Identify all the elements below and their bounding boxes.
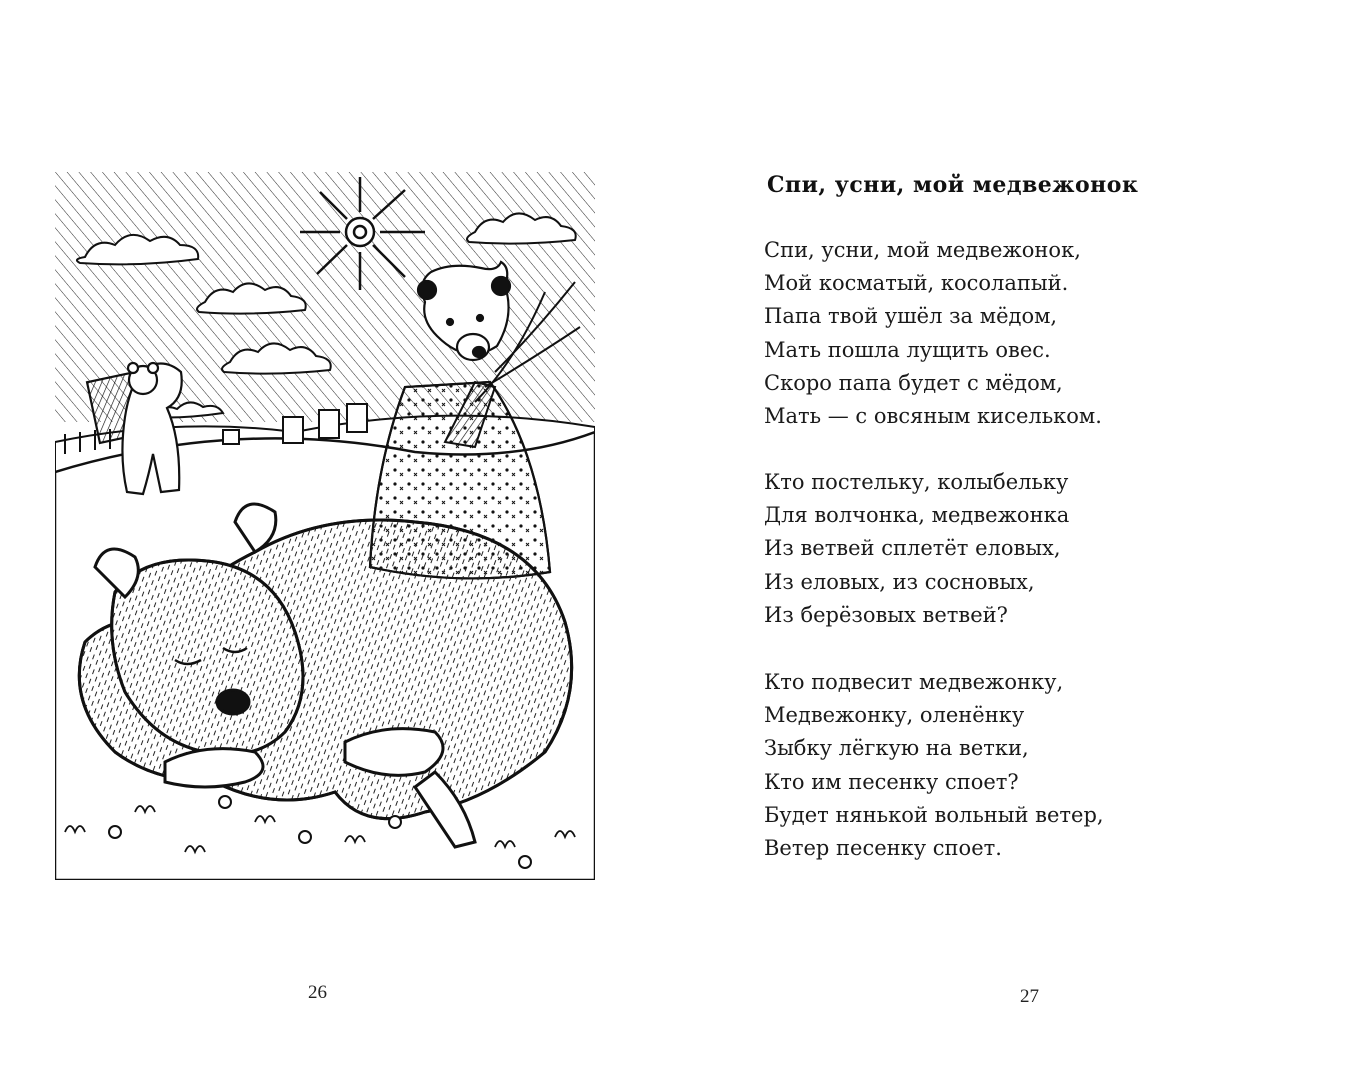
poem-line: Из берёзовых ветвей? xyxy=(764,602,1008,627)
poem-line: Из ветвей сплетёт еловых, xyxy=(764,536,1061,561)
page-number-left: 26 xyxy=(308,982,327,1003)
stanza xyxy=(764,234,1102,433)
poem-line: Ветер песенку споет. xyxy=(764,835,1002,860)
poem-line: Медвежонку, оленёнку xyxy=(764,703,1025,728)
poem-line: Кто постельку, колыбельку xyxy=(764,470,1069,494)
poem-line: Скоро папа будет с мёдом, xyxy=(764,370,1063,395)
poem-line: Из еловых, из сосновых, xyxy=(764,569,1035,594)
poem-line: Для волчонка, медвежонка xyxy=(764,503,1070,528)
poem-line: Будет нянькой вольный ветер, xyxy=(764,802,1104,827)
poem-line: Мать — с овсяным кисельком. xyxy=(764,403,1102,428)
poem-line: Мой косматый, косолапый. xyxy=(764,271,1069,296)
poem-line: Спи, усни, мой медвежонок, xyxy=(764,238,1081,262)
poem-line: Папа твой ушёл за мёдом, xyxy=(764,304,1058,329)
poem-line: Мать пошла лущить овес. xyxy=(764,337,1051,362)
poem-title: Спи, усни, мой медвежонок xyxy=(767,172,1139,198)
illustration-drawing xyxy=(55,172,595,880)
stanza xyxy=(764,466,1069,632)
stanza xyxy=(764,666,1104,865)
poem-line: Кто им песенку споет? xyxy=(764,769,1019,794)
page-number-right: 27 xyxy=(1020,986,1039,1007)
sleeping-bear-illustration xyxy=(55,172,595,880)
poem-line: Зыбку лёгкую на ветки, xyxy=(764,736,1029,761)
poem-line: Кто подвесит медвежонку, xyxy=(764,670,1064,694)
